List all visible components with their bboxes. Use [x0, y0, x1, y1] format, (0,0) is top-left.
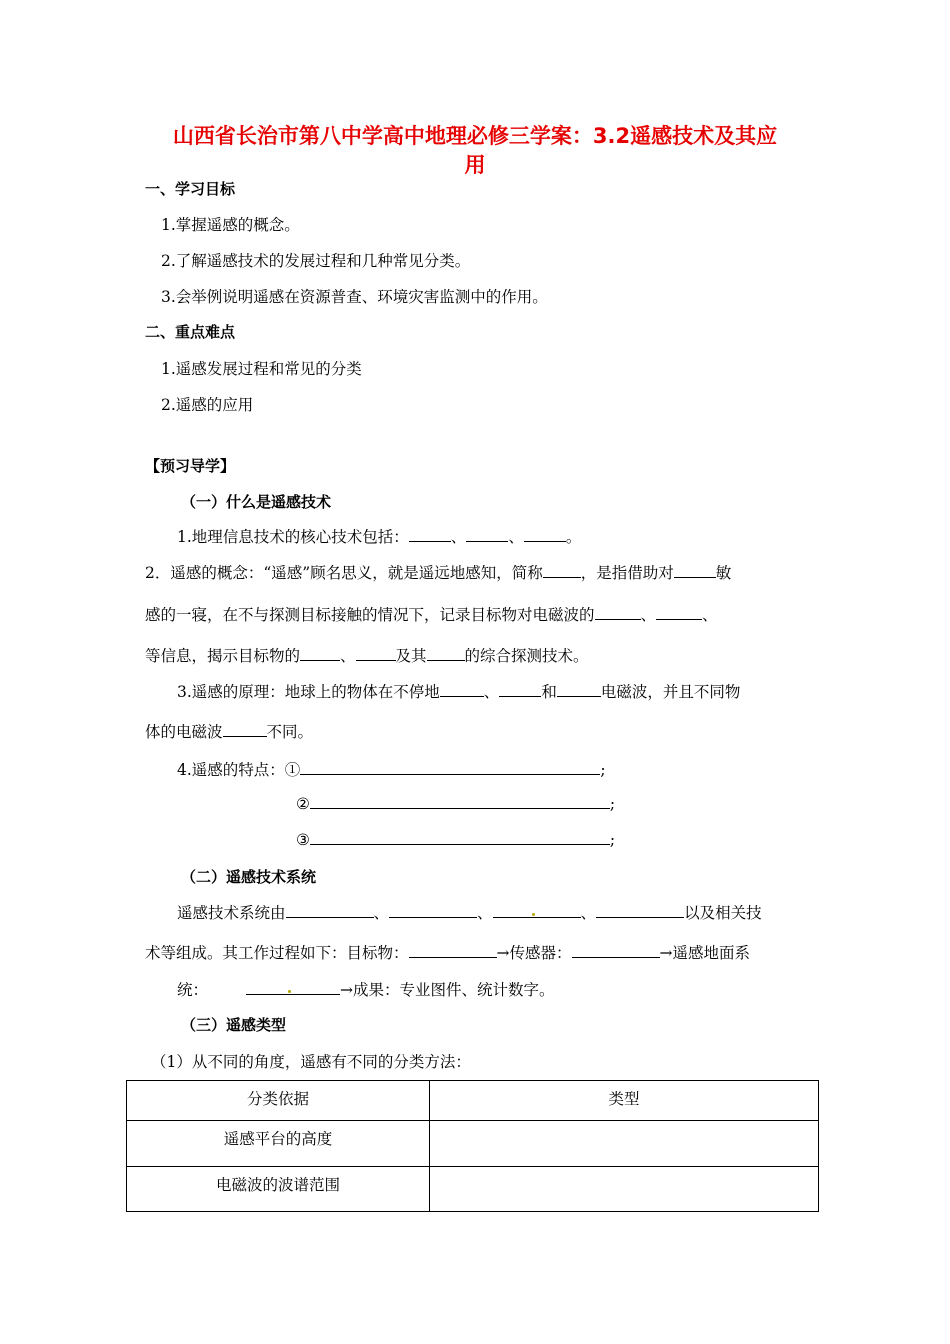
blank[interactable] [246, 980, 340, 995]
question-4-item-3: ③ ; [296, 831, 616, 849]
blank[interactable] [427, 646, 465, 661]
blank[interactable] [310, 830, 610, 845]
objective-1: 1.掌握遥感的概念。 [161, 216, 300, 234]
table-header-cell: 类型 [430, 1081, 819, 1121]
blank[interactable] [595, 605, 641, 620]
part-2-heading: （二）遥感技术系统 [181, 868, 317, 886]
part-2-line-2: 术等组成。其工作过程如下：目标物： →传感器： →遥感地面系 [145, 944, 751, 962]
blank[interactable] [557, 682, 601, 697]
blank[interactable] [499, 682, 541, 697]
key-point-1: 1.遥感发展过程和常见的分类 [161, 360, 362, 378]
question-2-line-1: 2．遥感的概念：“遥感”顾名思义，就是遥远地感知，简称 ，是指借助对 敏 [145, 564, 732, 582]
question-3-line-1: 3.遥感的原理：地球上的物体在不停地 、 和 电磁波，并且不同物 [177, 683, 741, 701]
blank[interactable] [286, 903, 374, 918]
preview-heading: 【预习导学】 [145, 457, 236, 475]
blank[interactable] [409, 527, 451, 542]
blank[interactable] [674, 563, 716, 578]
section-2-heading: 二、重点难点 [145, 323, 236, 341]
table-cell: 电磁波的波谱范围 [127, 1167, 430, 1212]
part-2-line-3: 统： →成果：专业图件、统计数字。 [177, 981, 555, 999]
blank[interactable] [300, 760, 600, 775]
table-header-row [127, 1081, 819, 1121]
blank[interactable] [466, 527, 508, 542]
section-1-heading: 一、学习目标 [145, 180, 236, 198]
document-title [130, 122, 820, 180]
blank[interactable] [440, 682, 484, 697]
table-row [127, 1121, 819, 1167]
title-line-2: 用 [464, 153, 486, 177]
question-2-line-2: 感的一寝，在不与探测目标接触的情况下，记录目标物对电磁波的 、 、 [145, 606, 718, 624]
blank[interactable] [356, 646, 396, 661]
blank[interactable] [596, 903, 684, 918]
table-cell-answer[interactable] [430, 1167, 819, 1212]
question-3-line-2: 体的电磁波 不同。 [145, 723, 314, 741]
table-row [127, 1167, 819, 1212]
objective-2: 2.了解遥感技术的发展过程和几种常见分类。 [161, 252, 471, 270]
part-1-heading: （一）什么是遥感技术 [181, 493, 332, 511]
blank[interactable] [389, 903, 477, 918]
key-point-2: 2.遥感的应用 [161, 396, 254, 414]
blank[interactable] [524, 527, 566, 542]
blank[interactable] [656, 605, 702, 620]
question-4-item-2: ② ; [296, 795, 616, 813]
classification-table [126, 1080, 819, 1212]
table-cell: 遥感平台的高度 [127, 1121, 430, 1167]
objective-3: 3.会举例说明遥感在资源普查、环境灾害监测中的作用。 [161, 288, 548, 306]
blank[interactable] [300, 646, 340, 661]
blank[interactable] [409, 943, 497, 958]
blank[interactable] [572, 943, 660, 958]
question-4-item-1: 4.遥感的特点：① ; [177, 761, 606, 779]
blank[interactable] [493, 903, 581, 918]
question-2-line-3: 等信息，揭示目标物的 、 及其 的综合探测技术。 [145, 647, 589, 665]
title-line-1: 山西省长治市第八中学高中地理必修三学案：3.2遥感技术及其应 [172, 124, 778, 148]
table-header-cell: 分类依据 [127, 1081, 430, 1121]
question-1: 1.地理信息技术的核心技术包括： 、 、 。 [177, 528, 582, 546]
table-cell-answer[interactable] [430, 1121, 819, 1167]
blank[interactable] [310, 794, 610, 809]
blank[interactable] [543, 563, 581, 578]
part-2-line-1: 遥感技术系统由 、 、 、 以及相关技 [177, 904, 762, 922]
blank[interactable] [223, 722, 267, 737]
part-3-intro: （1）从不同的角度，遥感有不同的分类方法： [151, 1053, 471, 1071]
part-3-heading: （三）遥感类型 [181, 1016, 287, 1034]
